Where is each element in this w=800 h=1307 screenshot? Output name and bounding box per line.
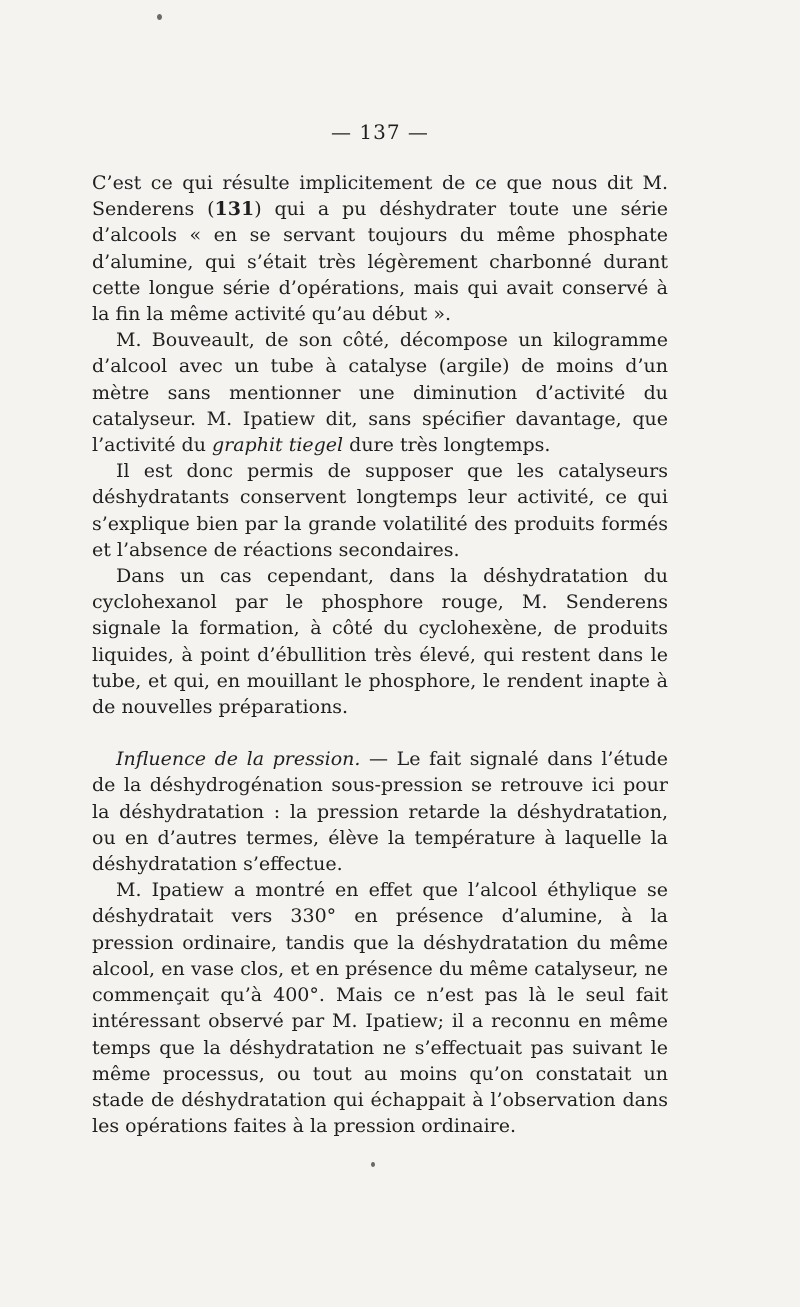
page-body <box>92 170 668 1139</box>
paragraph-1: C’est ce qui résulte implicitement de ce que nous dit M. Senderens (131) qui a pu déshydrater toute une série d’alcools « en se servant toujours du même phosphate d’alumine, qui s’était très légèrement charbonné durant cette longue série d’opérations, mais qui avait conservé à la fin la même activité qu’au début ». <box>92 172 668 326</box>
paragraph-2: M. Bouveault, de son côté, décompose un kilogramme d’alcool avec un tube à catalyse (argile) de moins d’un mètre sans mentionner une diminution d’activité du catalyseur. M. Ipatiew dit, sans spécifier davantage, que l’activité du graphit tiegel dure très longtemps. <box>92 329 668 457</box>
paragraph-4: Dans un cas cependant, dans la déshydratation du cyclohexanol par le phosphore rouge, M. Senderens signale la formation, à côté du cyclohexène, de produits liquides, à point d’ébullition très élevé, qui restent dans le tube, et qui, en mouillant le phosphore, le rendent inapte à de nouvelles préparations. <box>92 565 668 719</box>
emphasis-term: graphit tiegel <box>211 434 344 457</box>
paragraph-5: Influence de la pression. — Le fait signalé dans l’étude de la déshydrogénation sous-pression se retrouve ici pour la déshydratation : la pression retarde la déshydratation, ou en d’autres termes, élève la température à laquelle la déshydratation s’effectue. <box>92 748 668 876</box>
print-speck <box>371 1162 375 1167</box>
print-speck <box>157 14 162 20</box>
paragraph-3: Il est donc permis de supposer que les catalyseurs déshydratants conservent longtemps leur activité, ce qui s’explique bien par la grande volatilité des produits formés et l’absence de réactions secondaires. <box>92 460 668 561</box>
reference-number: 131 <box>214 198 255 221</box>
page-number: — 137 — <box>331 120 429 144</box>
paragraph-6: M. Ipatiew a montré en effet que l’alcool éthylique se déshydratait vers 330° en présence d’alumine, à la pression ordinaire, tandis que la déshydratation du même alcool, en vase clos, et en présence du même catalyseur, ne commençait qu’à 400°. Mais ce n’est pas là le seul fait intéressant observé par M. Ipatiew; il a reconnu en même temps que la déshydratation ne s’effectuait pas suivant le même processus, ou tout au moins qu’on constatait un stade de déshydratation qui échappait à l’observation dans les opérations faites à la pression ordinaire. <box>92 879 668 1138</box>
section-heading: Influence de la pression. <box>116 748 361 771</box>
